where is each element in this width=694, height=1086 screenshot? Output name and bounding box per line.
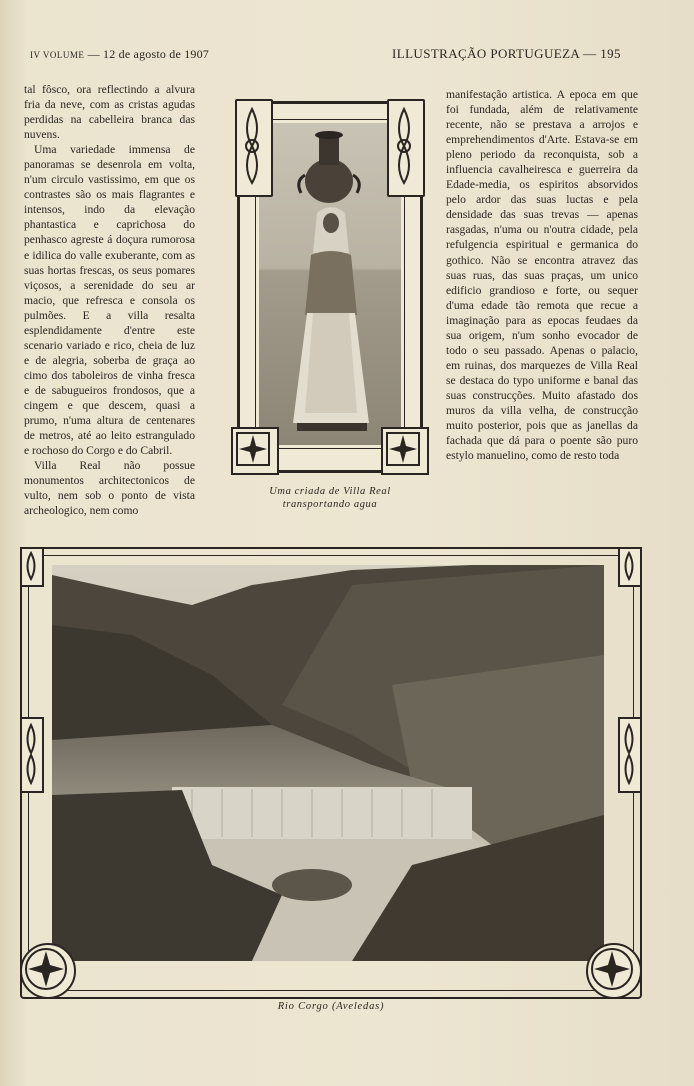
portrait-figure [237,101,423,473]
ornament-top-right [387,99,425,197]
paragraph: manifestação artistica. A epoca em que foi fundada, além de relativamente recente, não se prestava a arrojos e emprehendimentos d'Arte. Estava-se em pleno periodo da reconquista, sob a influencia cavalheiresca e guerreira da Edade-media, os espiritos absorvidos pelo ardor das suas luctas e pela densidade das suas trevas — apenas rasgadas, n'uma ou n'outra cidade, pela refulgencia espiritual e germanica do gothico. Não se encontra atravez das suas ruas, das suas praças, um unico edificio grandioso e forte, ou sequer d'uma edade tão remota que recue a imaginação para as epocas feudaes da sua origem, n'um sonho evocador de todo o seu passado. Apenas o palacio, em ruinas, dos marquezes de Villa Real se destaca do typo uniforme e banal das suas construcções. Muito afastado dos muros da villa velha, de construcção muito posterior, pois que as janellas da fachada que dá para o poente são puro estylo manuelino, como de resto toda [446,88,638,463]
landscape-photo [52,565,604,961]
ornament-bottom-right [381,427,429,475]
floral-ornament-icon [389,101,419,191]
floral-ornament-icon [22,719,40,789]
ornament-top-right [618,547,642,587]
paragraph: Villa Real não possue monumentos architectonicos de vulto, nem sob o ponto de vista archeologico, nem como [24,459,195,518]
publication-title: ILLUSTRAÇÃO PORTUGUEZA [392,46,580,61]
star-ornament-icon [22,945,70,993]
ornament-bottom-right [586,943,642,999]
portrait-caption: Uma criada de Villa Real transportando agua [269,486,391,510]
volume-label: IV VOLUME [30,50,85,60]
header-publication [392,46,621,62]
header-volume-date [30,47,209,62]
ornament-right-middle [618,717,642,793]
page-number: — 195 [583,46,621,61]
ornament-top-left [20,547,44,587]
portrait-photo [259,123,401,445]
issue-date: — 12 de agosto de 1907 [87,47,210,61]
ornament-bottom-left [20,943,76,999]
landscape-figure [20,547,642,999]
ornament-bottom-left [231,427,279,475]
floral-ornament-icon [620,549,638,583]
text-column-left [24,82,195,522]
star-ornament-icon [588,945,636,993]
paragraph: tal fôsco, ora reflectindo a alvura fria da neve, com as cristas agudas perdidas na cabelleira branca das nuvens. [24,83,195,142]
ornament-top-left [235,99,273,197]
floral-ornament-icon [237,101,267,191]
floral-ornament-icon [620,719,638,789]
ornament-left-middle [20,717,44,793]
text-column-right [446,87,638,522]
floral-ornament-icon [22,549,40,583]
star-ornament-icon [233,429,273,469]
paragraph: Uma variedade immensa de panoramas se desenrola em volta, n'um circulo vastissimo, em que os contrastes são os mais flagrantes e intensos, indo da elevação phantastica e caprichosa do penhasco agreste á doçura rumorosa e idilica do valle exuberante, com as suas hortas frescas, os seus pomares viçosos, a serenidade do seu ar macio, que refresca e consola os pulmões. E a villa resalta esplendidamente d'entre este scenario variado e rico, cheia de luz e de alegria, soberba de graça ao cimo dos taboleiros de vinha fresca e de sabugueiros frondosos, que a cingem e que descem, quasi a prumo, n'uma altura de centenares de metros, até ao leito estrangulado e rochoso do Corgo e do Cabril. [24,143,195,458]
star-ornament-icon [383,429,423,469]
landscape-caption: Rio Corgo (Aveledas) [277,1001,385,1012]
